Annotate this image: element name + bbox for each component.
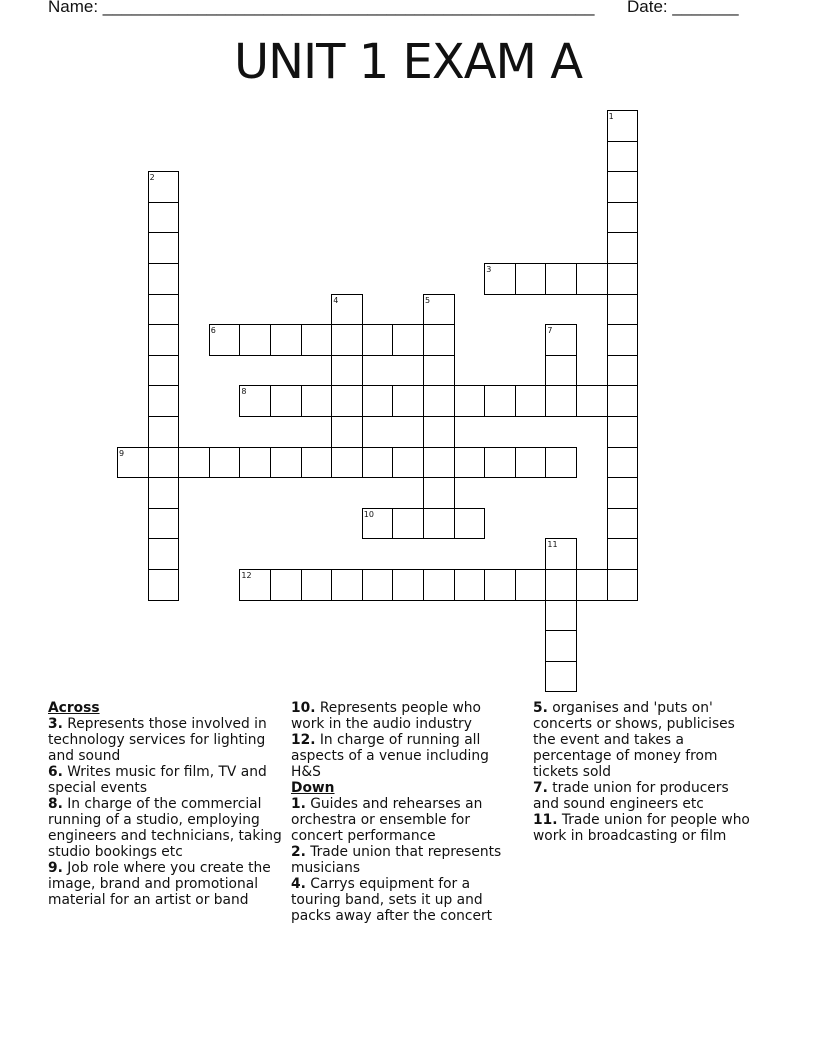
grid-cell[interactable]	[423, 508, 455, 540]
clue-down-2: 2. Trade union that represents musicians	[291, 844, 502, 876]
grid-cell[interactable]	[423, 569, 455, 601]
grid-cell[interactable]	[148, 569, 180, 601]
clue-number-12: 12	[241, 571, 252, 580]
grid-cell[interactable]	[607, 294, 639, 326]
grid-cell[interactable]	[423, 355, 455, 387]
clue-number-3: 3	[486, 265, 492, 274]
grid-cell[interactable]	[331, 324, 363, 356]
grid-cell[interactable]	[423, 324, 455, 356]
grid-cell[interactable]	[362, 569, 394, 601]
grid-cell[interactable]	[148, 385, 180, 417]
grid-cell[interactable]	[607, 416, 639, 448]
clue-across-12: 12. In charge of running all aspects of a venue including H&S	[291, 732, 489, 780]
grid-cell[interactable]	[607, 447, 639, 479]
clue-number-10: 10	[363, 509, 374, 519]
grid-cell[interactable]	[148, 263, 180, 295]
clue-column-2	[291, 700, 513, 924]
clue-number-7: 7	[547, 326, 553, 336]
clue-down-4: 4. Carrys equipment for a touring band, sets it up and packs away after the concert	[291, 876, 493, 924]
grid-cell[interactable]	[545, 600, 577, 632]
grid-cell[interactable]	[392, 508, 424, 540]
clue-column-3	[533, 700, 755, 844]
grid-cell[interactable]	[423, 447, 455, 479]
name-field[interactable]: Name: ____________________________________________________	[48, 0, 595, 16]
across-heading: Across	[48, 700, 100, 716]
grid-cell[interactable]	[607, 355, 639, 387]
grid-cell[interactable]	[607, 263, 639, 295]
grid-cell[interactable]	[178, 447, 210, 479]
grid-cell[interactable]	[392, 447, 424, 479]
clue-down-11: 11. Trade union for people who work in broadcasting or film	[533, 812, 750, 844]
clue-across-10: 10. Represents people who work in the audio industry	[291, 700, 481, 732]
grid-cell[interactable]	[484, 447, 516, 479]
grid-cell[interactable]	[301, 385, 333, 417]
grid-cell[interactable]	[362, 324, 394, 356]
grid-cell[interactable]	[239, 447, 271, 479]
grid-cell[interactable]	[331, 385, 363, 417]
grid-cell[interactable]	[148, 355, 180, 387]
grid-cell[interactable]	[270, 324, 302, 356]
grid-cell[interactable]	[423, 477, 455, 509]
grid-cell[interactable]	[301, 569, 333, 601]
clue-across-9: 9. Job role where you create the image, brand and promotional material for an artist or band	[48, 860, 271, 908]
grid-cell[interactable]	[454, 447, 486, 479]
grid-cell[interactable]	[545, 661, 577, 693]
clue-number-1: 1	[608, 112, 614, 121]
clue-number-5: 5	[425, 295, 431, 305]
grid-cell[interactable]	[270, 569, 302, 601]
grid-cell[interactable]	[607, 477, 639, 509]
grid-cell[interactable]	[331, 447, 363, 479]
grid-cell[interactable]	[454, 508, 486, 540]
grid-cell[interactable]	[148, 416, 180, 448]
clue-number-8: 8	[241, 387, 247, 397]
date-field[interactable]: Date: _______	[627, 0, 739, 16]
grid-cell[interactable]	[607, 324, 639, 356]
grid-cell[interactable]	[454, 569, 486, 601]
clue-column-1	[48, 700, 284, 908]
grid-cell[interactable]	[515, 569, 547, 601]
grid-cell[interactable]	[148, 324, 180, 356]
grid-cell[interactable]	[607, 385, 639, 417]
grid-cell[interactable]	[239, 324, 271, 356]
grid-cell[interactable]	[545, 447, 577, 479]
grid-cell[interactable]	[209, 447, 241, 479]
grid-cell[interactable]	[515, 385, 547, 417]
grid-cell[interactable]	[392, 324, 424, 356]
grid-cell[interactable]	[392, 385, 424, 417]
grid-cell[interactable]	[331, 569, 363, 601]
grid-cell[interactable]	[545, 630, 577, 662]
grid-cell[interactable]	[607, 171, 639, 203]
grid-cell[interactable]	[545, 385, 577, 417]
clue-down-5: 5. organises and 'puts on' concerts or shows, publicises the event and takes a percentage of money from tickets sold	[533, 700, 735, 780]
clue-across-3: 3. Represents those involved in technology services for lighting and sound	[48, 716, 267, 764]
clue-number-9: 9	[119, 448, 125, 458]
grid-cell[interactable]	[362, 385, 394, 417]
grid-cell[interactable]	[301, 447, 333, 479]
grid-cell[interactable]	[270, 447, 302, 479]
clue-number-4: 4	[333, 295, 339, 305]
clue-across-6: 6. Writes music for film, TV and special events	[48, 764, 267, 796]
grid-cell[interactable]	[607, 569, 639, 601]
grid-cell[interactable]	[484, 385, 516, 417]
grid-cell[interactable]	[576, 263, 608, 295]
grid-cell[interactable]	[545, 355, 577, 387]
grid-cell[interactable]	[515, 447, 547, 479]
grid-cell[interactable]	[454, 385, 486, 417]
grid-cell[interactable]	[148, 508, 180, 540]
grid-cell[interactable]	[607, 141, 639, 173]
grid-cell[interactable]	[148, 477, 180, 509]
grid-cell[interactable]	[607, 508, 639, 540]
grid-cell[interactable]	[423, 416, 455, 448]
grid-cell[interactable]	[331, 355, 363, 387]
clue-number-6: 6	[210, 326, 216, 336]
grid-cell[interactable]	[484, 569, 516, 601]
grid-cell[interactable]	[362, 447, 394, 479]
grid-cell[interactable]	[148, 294, 180, 326]
grid-cell[interactable]	[576, 385, 608, 417]
page-title: UNIT 1 EXAM A	[233, 34, 583, 90]
grid-cell[interactable]	[148, 202, 180, 234]
grid-cell[interactable]	[545, 569, 577, 601]
clue-number-2: 2	[149, 173, 155, 183]
grid-cell[interactable]	[515, 263, 547, 295]
grid-cell[interactable]	[270, 385, 302, 417]
clue-down-1: 1. Guides and rehearses an orchestra or ensemble for concert performance	[291, 796, 483, 844]
grid-cell[interactable]	[607, 202, 639, 234]
clue-number-11: 11	[547, 540, 558, 550]
grid-cell[interactable]	[545, 263, 577, 295]
grid-cell[interactable]	[423, 385, 455, 417]
clue-down-7: 7. trade union for producers and sound engineers etc	[533, 780, 729, 812]
grid-cell[interactable]	[607, 232, 639, 264]
grid-cell[interactable]	[148, 538, 180, 570]
grid-cell[interactable]	[576, 569, 608, 601]
grid-cell[interactable]	[392, 569, 424, 601]
grid-cell[interactable]	[148, 232, 180, 264]
grid-cell[interactable]	[331, 416, 363, 448]
grid-cell[interactable]	[607, 538, 639, 570]
grid-cell[interactable]	[148, 447, 180, 479]
grid-cell[interactable]	[301, 324, 333, 356]
clue-across-8: 8. In charge of the commercial running of a studio, employing engineers and technicians, taking studio bookings etc	[48, 796, 282, 860]
down-heading: Down	[291, 780, 335, 796]
